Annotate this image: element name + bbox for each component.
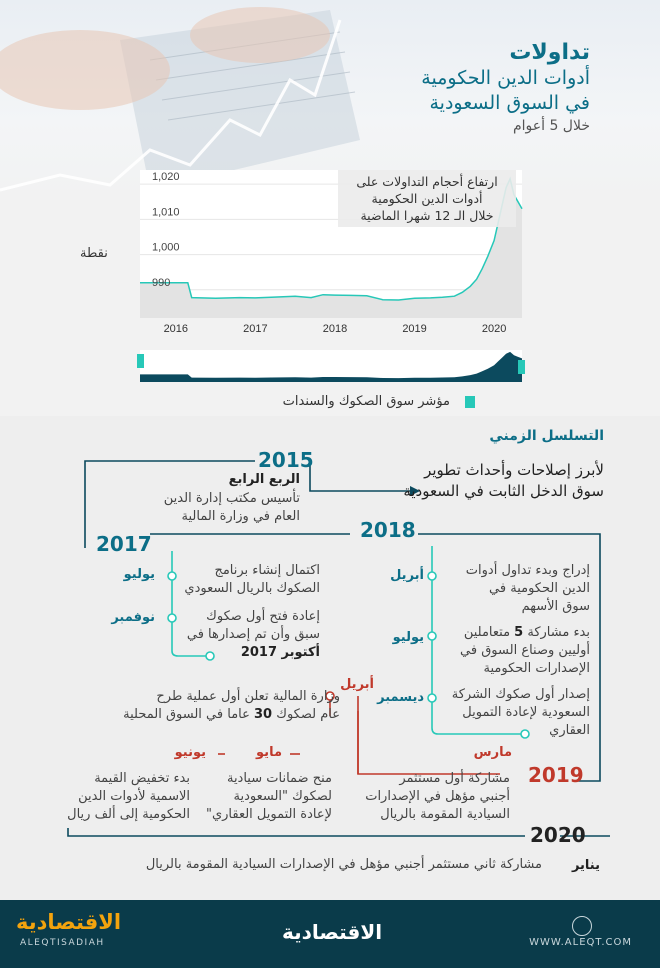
x-tick-label: 2017: [243, 323, 268, 335]
event-2019-jun-line-2: الاسمية لأدوات الدين: [78, 789, 190, 804]
event-2018-april: [440, 562, 590, 616]
x-tick-label: 2019: [402, 323, 427, 335]
legend-label: مؤشر سوق الصكوك والسندات: [282, 394, 450, 409]
month-2018-april: أبريل: [390, 568, 424, 583]
subtitle-line-1: أدوات الدين الحكومية: [421, 67, 590, 89]
event-2018-jul-line-1: بدء مشاركة 5 متعاملين: [463, 625, 590, 640]
y-tick-label: 1,010: [152, 206, 180, 219]
intro-line-2: سوق الدخل الثابت في السعودية: [403, 482, 604, 500]
intro-line-1: لأبرز إصلاحات وأحداث تطوير: [424, 461, 604, 479]
callout-line-1: ارتفاع أحجام التداولات على: [356, 174, 498, 189]
y-tick-label: 1,020: [152, 171, 180, 184]
brand-logo-center[interactable]: الاقتصادية: [282, 920, 383, 944]
event-2018-apr-line-1: إدراج وبدء تداول أدوات: [465, 563, 590, 578]
chart: [0, 150, 660, 390]
event-2019-may-line-1: منح ضمانات سيادية: [226, 771, 332, 786]
y-tick-label: 1,000: [152, 241, 180, 254]
month-2018-july: يوليو: [392, 630, 424, 645]
year-2018: 2018: [360, 518, 416, 542]
event-2018-apr-line-3: سوق الأسهم: [521, 599, 590, 614]
event-2019-jun-line-1: بدء تخفيض القيمة: [94, 771, 190, 786]
month-2017-november: نوفمبر: [111, 610, 155, 625]
year-2017: 2017: [96, 532, 152, 556]
event-2018-apr-line-2: الدين الحكومية في: [489, 581, 590, 596]
event-2017-july-line-1: اكتمال إنشاء برنامج: [214, 563, 320, 578]
event-2018-dec-line-1: إصدار أول صكوك الشركة: [451, 687, 590, 702]
event-2018-jul-line-2: أوليين وصناع السوق في: [460, 643, 590, 658]
event-2019-april: [110, 688, 340, 724]
callout-line-3: خلال الـ 12 شهرا الماضية: [360, 208, 494, 223]
event-2015-line-2: العام في وزارة المالية: [181, 509, 300, 524]
event-2019-mar-line-1: مشاركة أول مستثمر: [399, 771, 510, 786]
y-tick-label: 990: [152, 276, 171, 289]
event-2018-dec-line-2: السعودية لإعادة التمويل: [462, 705, 590, 720]
chart-callout: [338, 170, 516, 227]
event-2019-march: [350, 770, 510, 824]
event-2017-july-line-2: الصكوك بالريال السعودي: [184, 581, 320, 596]
website-url[interactable]: WWW.ALEQT.COM: [529, 937, 632, 948]
event-2015-line-1: تأسيس مكتب إدارة الدين: [163, 491, 300, 506]
month-2017-july: يوليو: [123, 567, 155, 582]
navigator-left-handle[interactable]: [137, 354, 144, 368]
event-2018-december: [440, 686, 590, 740]
event-2019-may-line-2: لصكوك "السعودية: [233, 789, 332, 804]
event-2019-apr-line-1: وزارة المالية تعلن أول عملية طرح: [156, 689, 340, 704]
period-label: خلال 5 أعوام: [512, 118, 590, 134]
event-2019-may-line-3: لإعادة التمويل العقاري": [205, 807, 332, 822]
event-2018-jul-line-3: الإصدارات الحكومية: [483, 661, 590, 676]
callout-line-2: أدوات الدين الحكومية: [371, 191, 483, 206]
navigator-right-handle[interactable]: [518, 360, 525, 374]
event-2019-mar-line-2: أجنبي مؤهل في الإصدارات: [365, 789, 510, 804]
timeline-title: التسلسل الزمني: [489, 428, 604, 444]
event-2018-july: [440, 624, 590, 678]
month-2019-may: مايو: [256, 745, 282, 760]
legend-swatch: [465, 396, 475, 408]
x-tick-label: 2016: [163, 323, 189, 335]
compass-icon: [572, 916, 592, 936]
chart-x-ticks: [164, 323, 507, 335]
brand-logo-left[interactable]: الاقتصادية: [16, 910, 122, 934]
x-tick-label: 2018: [322, 323, 348, 335]
month-2019-april: أبريل: [340, 677, 374, 692]
page-title: تداولات: [509, 40, 590, 65]
brand-logo-left-latin: ALEQTISADIAH: [20, 938, 105, 948]
month-2019-june: يونيو: [174, 745, 206, 760]
event-2017-november: [170, 608, 320, 662]
event-2017-nov-line-1: إعادة فتح أول صكوك: [206, 609, 320, 624]
event-2019-may: [202, 770, 332, 824]
year-2019: 2019: [528, 763, 584, 787]
event-2017-nov-line-2: سبق وأن تم إصدارها في: [186, 627, 320, 642]
month-2019-march: مارس: [473, 745, 512, 760]
event-2019-jun-line-3: الحكومية إلى ألف ريال: [67, 807, 190, 822]
subtitle-line-2: في السوق السعودية: [429, 92, 590, 114]
event-2019-june: [60, 770, 190, 824]
event-2019-apr-line-2: عام لصكوك 30 عاما في السوق المحلية: [123, 707, 340, 722]
timeline-intro: [364, 460, 604, 502]
event-2017-nov-line-3: أكتوبر 2017: [240, 645, 320, 660]
event-2015: [100, 490, 300, 526]
event-2018-dec-line-3: العقاري: [549, 723, 590, 738]
event-2017-july: [170, 562, 320, 598]
event-2020-january: مشاركة ثاني مستثمر أجنبي مؤهل في الإصدارات السيادية المقومة بالريال: [145, 857, 542, 872]
quarter-label: الربع الرابع: [228, 472, 300, 487]
month-2020-january: يناير: [571, 858, 600, 873]
y-axis-label: نقطة: [80, 246, 108, 261]
month-2018-december: ديسمبر: [377, 690, 424, 705]
year-2015: 2015: [258, 448, 314, 472]
x-tick-label: 2020: [481, 323, 507, 335]
year-2020: 2020: [530, 823, 586, 847]
event-2019-mar-line-3: السيادية المقومة بالريال: [380, 807, 510, 822]
page-subtitle: [330, 66, 590, 116]
